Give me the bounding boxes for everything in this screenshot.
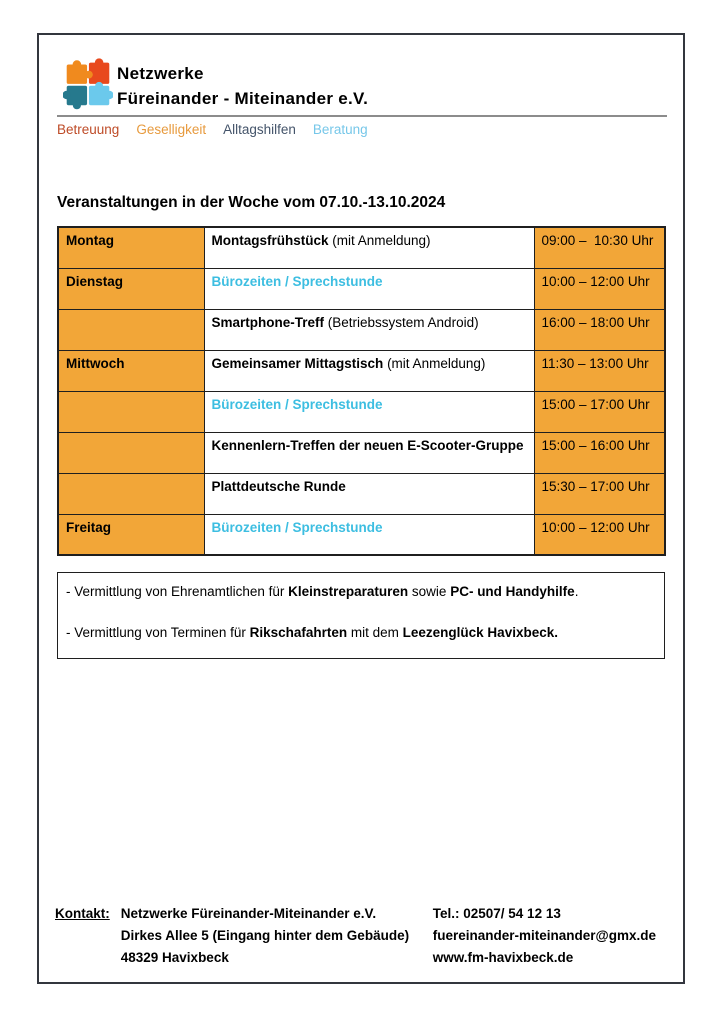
footer-contact-line: fuereinander-miteinander@gmx.de xyxy=(432,928,656,943)
schedule-row xyxy=(58,514,665,555)
schedule-row xyxy=(58,309,665,350)
text-segment: Leezenglück Havixbeck. xyxy=(402,625,558,640)
time-cell: 10:00 – 12:00 Uhr xyxy=(534,514,665,555)
footer-address xyxy=(121,903,431,969)
day-cell xyxy=(58,432,204,473)
day-cell xyxy=(58,473,204,514)
puzzle-piece-red xyxy=(89,58,109,84)
day-cell: Montag xyxy=(58,227,204,268)
time-cell: 16:00 – 18:00 Uhr xyxy=(534,309,665,350)
text-segment: (mit Anmeldung) xyxy=(383,355,486,371)
footer-address-line: 48329 Havixbeck xyxy=(120,950,229,965)
footer-contact-line: www.fm-havixbeck.de xyxy=(432,950,574,965)
text-segment: - Vermittlung von Ehrenamtlichen für xyxy=(66,584,289,599)
info-line xyxy=(66,583,656,600)
footer-address-line: Dirkes Allee 5 (Eingang hinter dem Gebäude) xyxy=(120,928,410,943)
text-segment: mit dem xyxy=(347,625,403,640)
organization-title xyxy=(117,61,368,111)
event-cell xyxy=(204,473,534,514)
text-segment: PC- und Handyhilfe xyxy=(450,584,575,599)
time-cell: 10:00 – 12:00 Uhr xyxy=(534,268,665,309)
puzzle-piece-orange xyxy=(67,60,93,84)
schedule-row xyxy=(58,268,665,309)
text-segment: Bürozeiten / Sprechstunde xyxy=(211,519,383,535)
text-segment: Kleinstreparaturen xyxy=(288,584,409,599)
event-cell xyxy=(204,268,534,309)
day-cell: Mittwoch xyxy=(58,350,204,391)
info-line xyxy=(66,624,656,641)
schedule-body xyxy=(58,227,665,555)
schedule-row xyxy=(58,473,665,514)
schedule-row xyxy=(58,350,665,391)
nav-links xyxy=(57,122,368,137)
event-cell xyxy=(204,309,534,350)
day-cell: Dienstag xyxy=(58,268,204,309)
day-cell: Freitag xyxy=(58,514,204,555)
schedule-row xyxy=(58,391,665,432)
event-cell xyxy=(204,432,534,473)
text-segment: - Vermittlung von Terminen für xyxy=(66,625,250,640)
schedule-row xyxy=(58,432,665,473)
footer-contact-line: Tel.: 02507/ 54 12 13 xyxy=(432,906,561,921)
organization-title-line1: Netzwerke xyxy=(117,64,204,83)
schedule-row xyxy=(58,227,665,268)
text-segment: Bürozeiten / Sprechstunde xyxy=(211,396,383,412)
nav-link-betreuung[interactable]: Betreuung xyxy=(57,122,120,137)
text-segment: Montagsfrühstück xyxy=(211,233,329,248)
day-cell xyxy=(58,391,204,432)
schedule-table xyxy=(57,226,666,556)
nav-link-beratung[interactable]: Beratung xyxy=(312,122,368,137)
time-cell: 15:00 – 16:00 Uhr xyxy=(534,432,665,473)
text-segment: (mit Anmeldung) xyxy=(328,233,431,248)
event-cell xyxy=(204,391,534,432)
header-divider xyxy=(57,115,667,117)
nav-link-alltagshilfen[interactable]: Alltagshilfen xyxy=(223,122,296,137)
text-segment: (Betriebssystem Android) xyxy=(324,314,479,330)
text-segment: Smartphone-Treff xyxy=(211,314,325,330)
time-cell: 11:30 – 13:00 Uhr xyxy=(534,350,665,391)
text-segment: Bürozeiten / Sprechstunde xyxy=(211,273,383,289)
text-segment: Gemeinsamer Mittagstisch xyxy=(211,355,384,371)
contact-label: Kontakt: xyxy=(55,906,110,921)
day-cell xyxy=(58,309,204,350)
puzzle-piece-teal xyxy=(63,86,87,110)
text-segment: Kennenlern-Treffen der neuen E-Scooter-Gruppe xyxy=(211,437,524,453)
page-title: Veranstaltungen in der Woche vom 07.10.-13.10.2024 xyxy=(57,194,446,211)
info-box xyxy=(57,572,665,659)
event-cell xyxy=(204,350,534,391)
text-segment: sowie xyxy=(408,584,451,599)
footer-address-line: Netzwerke Füreinander-Miteinander e.V. xyxy=(120,906,377,921)
text-segment: Plattdeutsche Runde xyxy=(211,478,346,494)
puzzle-logo-icon xyxy=(63,55,113,111)
footer-contact xyxy=(433,903,656,969)
puzzle-piece-lightblue xyxy=(89,82,113,105)
nav-link-geselligkeit[interactable]: Geselligkeit xyxy=(136,122,207,137)
time-cell: 09:00 – 10:30 Uhr xyxy=(534,227,665,268)
event-cell xyxy=(204,514,534,555)
organization-title-line2: Füreinander - Miteinander e.V. xyxy=(117,89,369,108)
text-segment: . xyxy=(574,584,579,599)
footer-contact-block xyxy=(55,903,656,969)
event-cell xyxy=(204,227,534,268)
time-cell: 15:00 – 17:00 Uhr xyxy=(534,391,665,432)
time-cell: 15:30 – 17:00 Uhr xyxy=(534,473,665,514)
text-segment: Rikschafahrten xyxy=(249,625,348,640)
